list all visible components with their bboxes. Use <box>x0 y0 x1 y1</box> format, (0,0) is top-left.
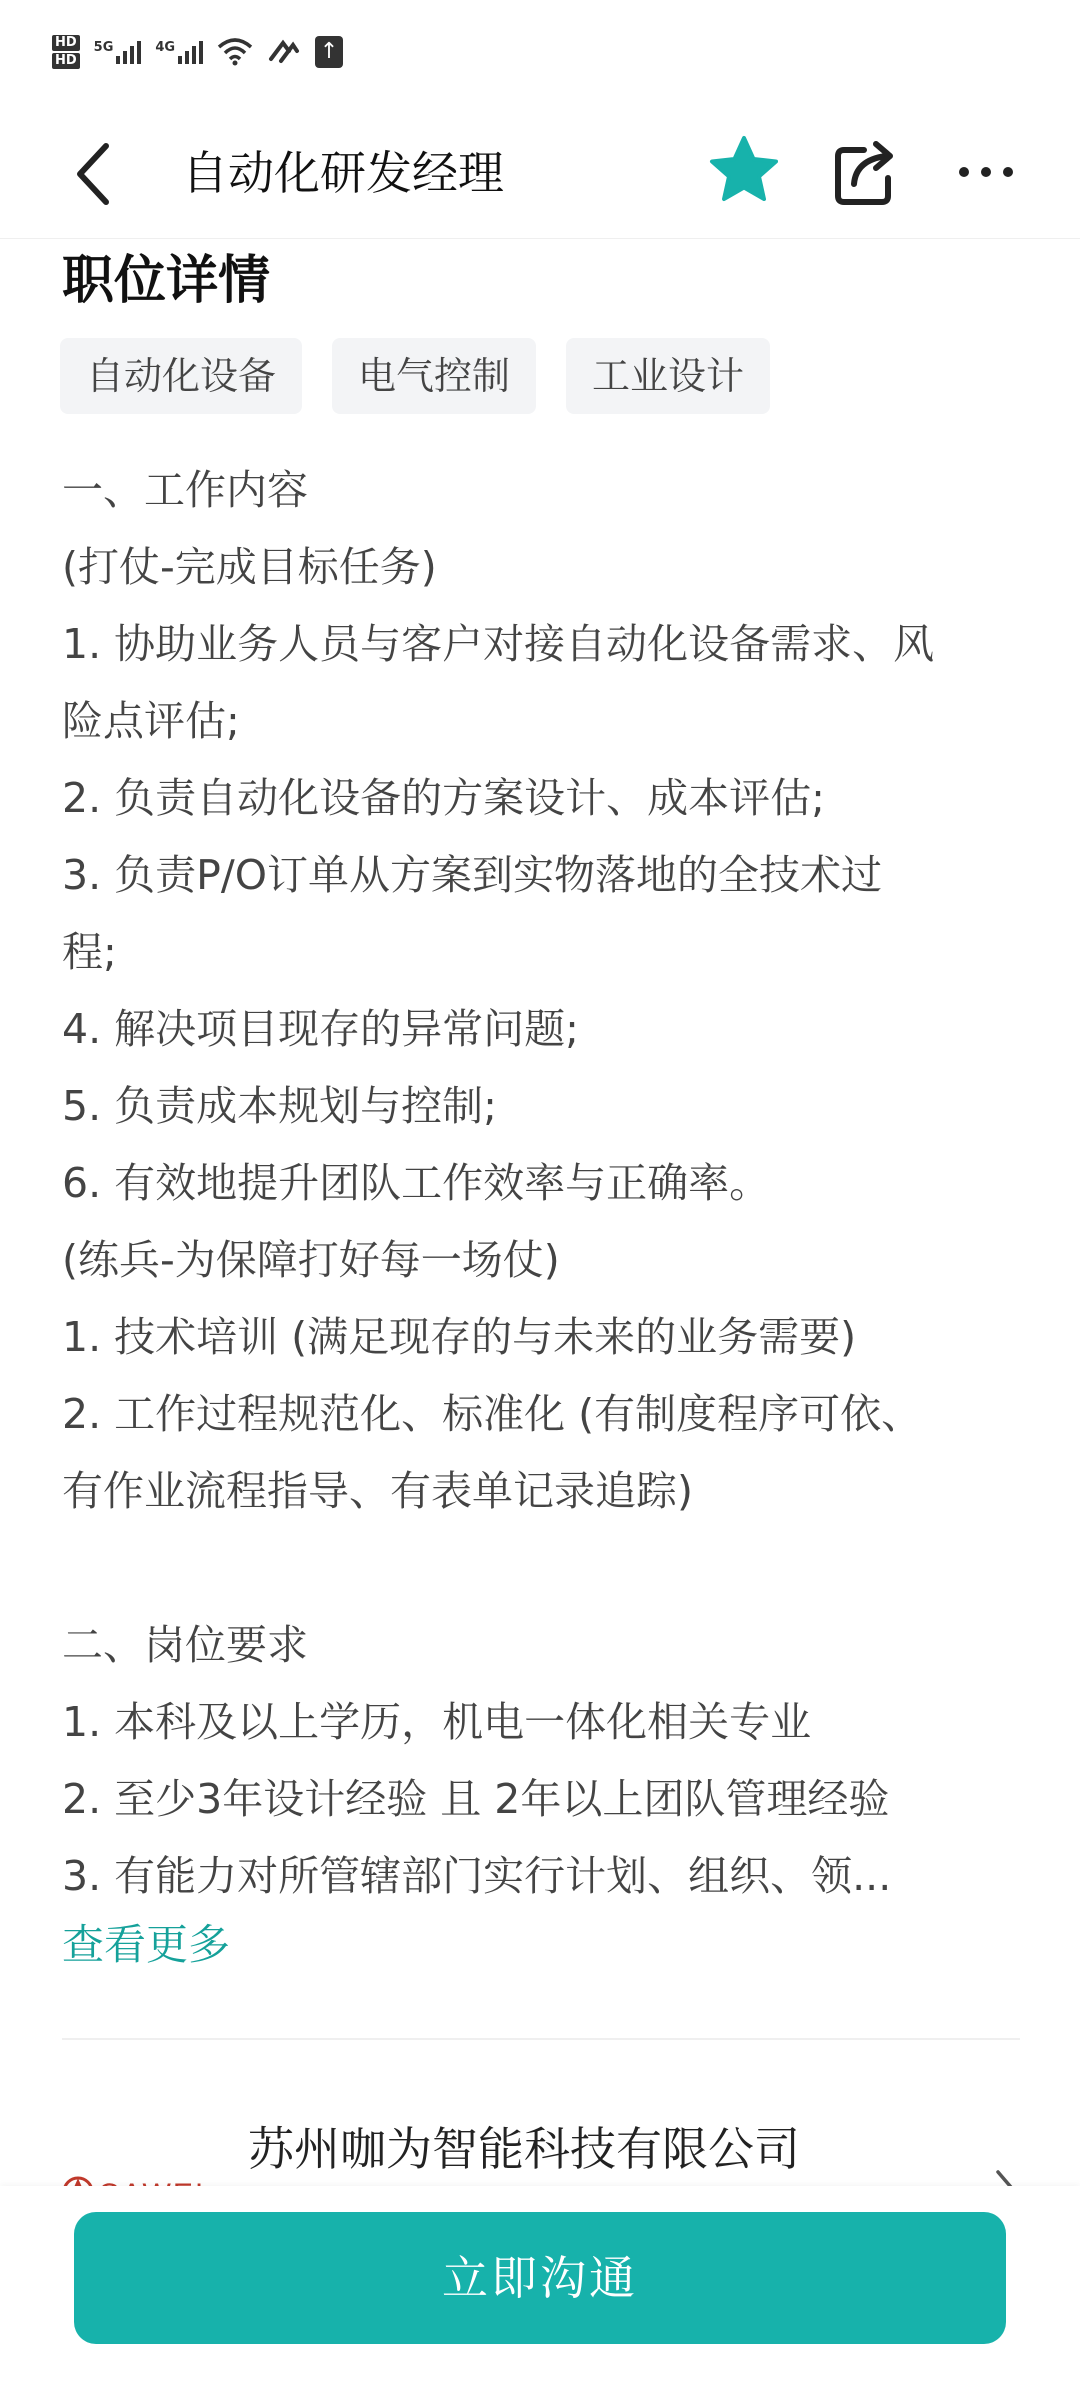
hd-indicator <box>52 34 80 70</box>
description-line: 2. 负责自动化设备的方案设计、成本评估; <box>62 774 825 822</box>
company-name[interactable]: 苏州咖为智能科技有限公司 <box>248 2122 800 2176</box>
hd-label-bottom: HD <box>52 53 80 69</box>
description-line: 5. 负责成本规划与控制; <box>62 1082 497 1130</box>
upload-icon: ↑ <box>315 36 343 68</box>
nfc-icon <box>267 37 301 67</box>
description-line: 二、岗位要求 <box>62 1621 308 1669</box>
description-line: (练兵-为保障打好每一场仗) <box>62 1236 560 1284</box>
job-description <box>62 452 1022 1915</box>
description-line: 2. 至少3年设计经验 且 2年以上团队管理经验 <box>62 1775 890 1823</box>
description-line: 有作业流程指导、有表单记录追踪) <box>62 1467 693 1515</box>
description-line: 2. 工作过程规范化、标准化 (有制度程序可依、 <box>62 1390 923 1438</box>
tag: 自动化设备 <box>60 338 302 414</box>
description-line: 6. 有效地提升团队工作效率与正确率。 <box>62 1159 771 1207</box>
signal-4g-icon <box>155 41 203 64</box>
chat-now-button[interactable]: 立即沟通 <box>74 2212 1006 2344</box>
signal-5g-label: 5G <box>93 39 114 55</box>
tag: 电气控制 <box>332 338 536 414</box>
nav-bar <box>0 110 1080 239</box>
share-icon[interactable] <box>830 134 900 210</box>
description-line: 3. 负责P/O订单从方案到实物落地的全技术过 <box>62 851 882 899</box>
more-options-icon[interactable] <box>948 134 1024 210</box>
favorite-star-icon[interactable] <box>706 132 782 208</box>
description-line: 1. 技术培训 (满足现存的与未来的业务需要) <box>62 1313 857 1361</box>
skill-tags <box>60 338 770 414</box>
signal-4g-label: 4G <box>155 39 176 55</box>
description-blank-line <box>62 1530 1022 1607</box>
wifi-icon <box>217 37 253 67</box>
company-row[interactable] <box>0 2080 1080 2190</box>
description-line: 险点评估; <box>62 697 240 745</box>
description-line: 1. 协助业务人员与客户对接自动化设备需求、风 <box>62 620 935 668</box>
page-title: 自动化研发经理 <box>182 146 504 200</box>
signal-5g-icon <box>94 41 142 64</box>
bottom-action-bar <box>0 2186 1080 2388</box>
description-line: 1. 本科及以上学历，机电一体化相关专业 <box>62 1698 812 1746</box>
back-arrow-icon[interactable] <box>62 136 122 212</box>
description-line: 一、工作内容 <box>62 466 308 514</box>
description-line: (打仗-完成目标任务) <box>62 543 437 591</box>
description-line: 3. 有能力对所管辖部门实行计划、组织、领... <box>62 1852 892 1900</box>
status-bar <box>0 0 1080 110</box>
description-line: 程; <box>62 928 117 976</box>
section-title: 职位详情 <box>62 251 271 311</box>
tag: 工业设计 <box>566 338 770 414</box>
divider <box>62 2038 1020 2040</box>
see-more-link[interactable]: 查看更多 <box>62 1920 231 1969</box>
hd-label-top: HD <box>52 35 80 51</box>
description-line: 4. 解决项目现存的异常问题; <box>62 1005 579 1053</box>
